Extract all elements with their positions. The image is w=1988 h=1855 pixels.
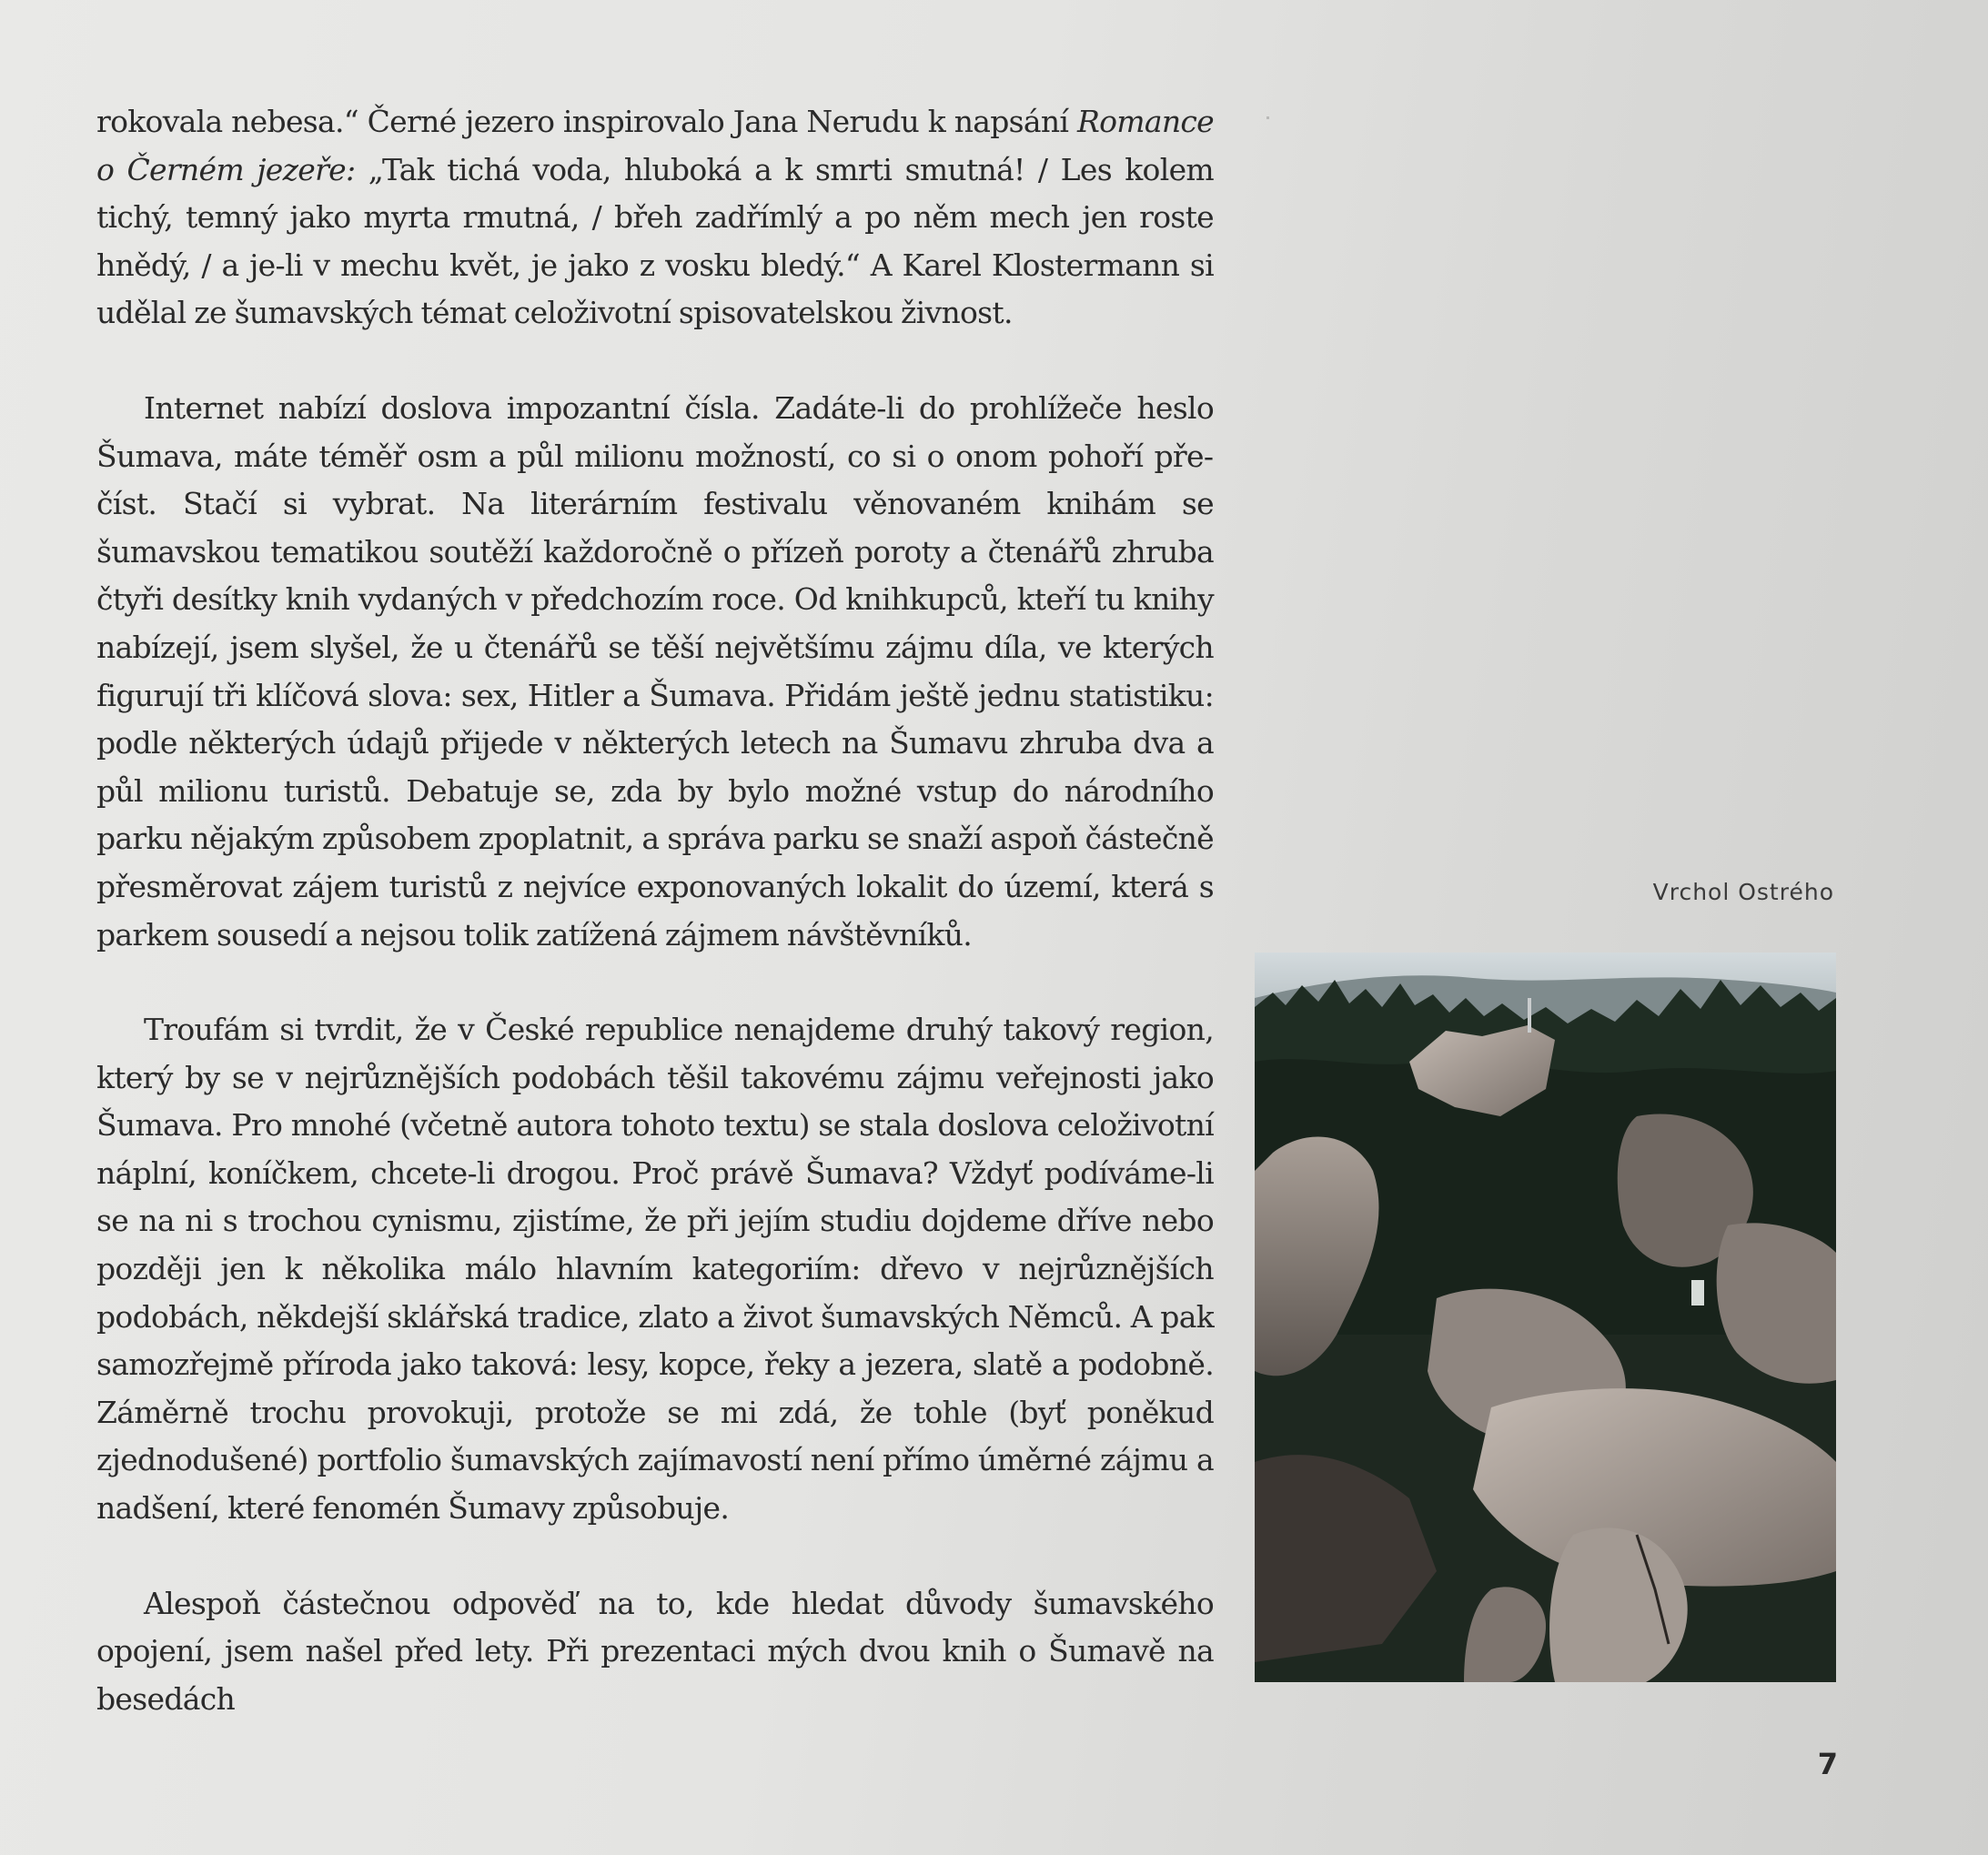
page-number: 7: [1817, 1747, 1838, 1781]
paragraph: [96, 98, 1214, 338]
margin-dot: [1266, 116, 1269, 119]
text-run: Alespoň částečnou odpověď na to, kde hledat důvody šumavského opojení, jsem našel před lety. Při prezentaci mých dvou knih o Šumavě na besedách: [96, 1585, 1214, 1717]
text-run: Troufám si tvrdit, že v České republice nenajdeme druhý takový region, který by se v nejrůznějších podobách těšil takovému zájmu veřejnosti jako Šumava. Pro mnohé (včetně autora tohoto textu) se stala doslova celoživotní náplní, koníčkem, chcete-li drogou. Proč právě Šumava? Vždyť podíváme-li se na ni s trochou cynismu, zjistíme, že při jejím studiu dojdeme dříve nebo později jen k několika málo hlavním kategoriím: dřevo v nejrůznějších podobách, někdejší sklářská tradice, zlato a život šumavských Němců. A pak samozřejmě příroda jako taková: lesy, kopce, řeky a jezera, slatě a podobně. Záměrně trochu provokuji, protože se mi zdá, že tohle (byť poněkud zjednodušené) portfolio šumavských zajímavostí není přímo úměrné zájmu a nadšení, které fenomén Šumavy způsobuje.: [96, 1012, 1214, 1527]
paragraph: [96, 1580, 1214, 1724]
paragraph: [96, 1006, 1214, 1533]
summit-cross: [1528, 998, 1531, 1033]
italic-title: Romance o Černém jezeře:: [96, 104, 1214, 187]
paragraph: [96, 385, 1214, 959]
trail-sign: [1691, 1280, 1704, 1306]
text-run: Internet nabízí doslova impozantní čísla. Zadáte-li do prohlížeče heslo Šumava, máte téměř osm a půl milionu možností, co si o onom pohoří přečíst. Stačí si vybrat. Na literárním festivalu věnovaném knihám se šumavskou tematikou soutěží každoročně o přízeň poroty a čtenářů zhruba čtyři desítky knih vydaných v předchozím roce. Od knihkupců, kteří tu knihy nabízejí, jsem slyšel, že u čtenářů se těší největšímu zájmu díla, ve kterých figurují tři klíčová slova: sex, Hitler a Šumava. Přidám ještě jednu statistiku: podle některých údajů přijede v některých letech na Šumavu zhruba dva a půl milionu turistů. Debatuje se, zda by bylo možné vstup do národního parku nějakým způsobem zpoplatnit, a správa parku se snaží aspoň částečně přesměrovat zájem turistů z nejvíce exponovaných lokalit do území, která s parkem sousedí a nejsou tolik zatížená zájmem návštěvníků.: [96, 389, 1214, 953]
main-text-column: [96, 98, 1214, 1723]
text-run: „Tak tichá voda, hluboká a k smrti smutná! / Les kolem tichý, temný jako myrta rmutná, / břeh zadřímlý a po něm mech jen roste hnědý, / a je-li v mechu květ, je jako z vosku bledý.“ A Karel Klostermann si udělal ze šumavských témat celoživotní spisovatelskou živnost.: [96, 151, 1214, 331]
summit-photo-illustration: [1255, 953, 1836, 1682]
photo-caption: Vrchol Ostrého: [1652, 879, 1834, 905]
summit-photo: [1255, 953, 1836, 1682]
text-run: rokovala nebesa.“ Černé jezero inspirovalo Jana Nerudu k napsání: [96, 104, 1077, 139]
